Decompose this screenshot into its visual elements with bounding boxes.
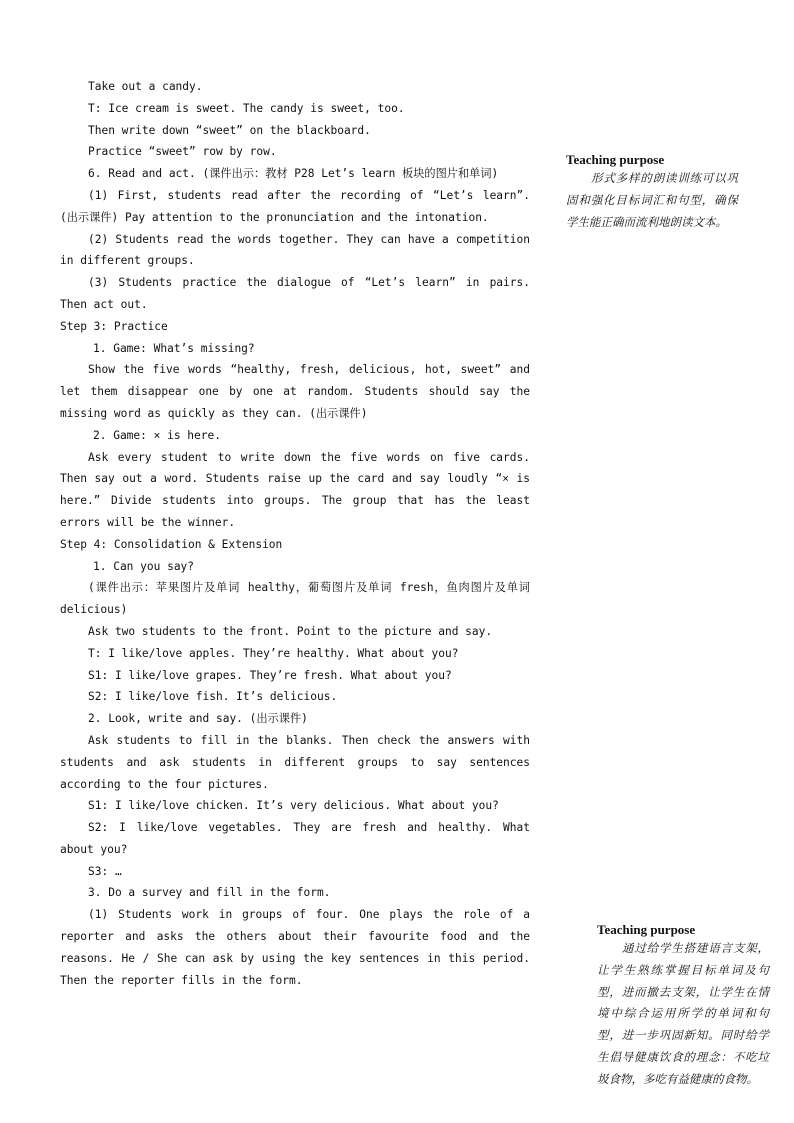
dialogue-line: S1: I like/love chicken. It’s very delicious. What about you?	[88, 799, 499, 813]
paragraph: (课件出示：苹果图片及单词 healthy，葡萄图片及单词 fresh，鱼肉图片及单词 delicious)	[60, 581, 530, 617]
note-heading: Teaching purpose	[597, 922, 696, 937]
paragraph: (2) Students read the words together. They can have a competition in different groups.	[60, 232, 530, 268]
paragraph: 6. Read and act. (课件出示：教材 P28 Let’s learn 板块的图片和单词)	[88, 167, 499, 181]
dialogue-line: S3: …	[88, 864, 122, 878]
dialogue-line: T: I like/love apples. They’re healthy. What about you?	[88, 646, 459, 660]
dialogue-line: S2: I like/love fish. It’s delicious.	[88, 690, 338, 704]
paragraph: Ask students to fill in the blanks. Then check the answers with students and ask students in different groups to say sentences according to the four pictures.	[60, 733, 530, 791]
paragraph: Practice “sweet” row by row.	[88, 145, 277, 159]
lesson-body	[60, 76, 530, 991]
teaching-purpose-note-2	[597, 922, 769, 1091]
paragraph: Ask two students to the front. Point to the picture and say.	[88, 624, 493, 638]
paragraph: Then write down “sweet” on the blackboard.	[88, 123, 371, 137]
paragraph: Show the five words “healthy, fresh, delicious, hot, sweet” and let them disappear one by one at random. Students should say the missing word as quickly as they can. (出示课件)	[60, 363, 530, 420]
paragraph: (1) First, students read after the recording of “Let’s learn”. (出示课件) Pay attention to the pronunciation and the intonation.	[60, 188, 530, 224]
paragraph: T: Ice cream is sweet. The candy is sweet, too.	[88, 101, 405, 115]
step-heading: Step 3: Practice	[60, 319, 168, 333]
activity-title: 3. Do a survey and fill in the form.	[88, 886, 331, 900]
paragraph: (3) Students practice the dialogue of “Let’s learn” in pairs. Then act out.	[60, 276, 530, 311]
note-text: 通过给学生搭建语言支架，让学生熟练掌握目标单词及句型，进而撤去支架，让学生在情境中综合运用所学的单词和句型，进一步巩固新知。同时给学生倡导健康饮食的理念：不吃垃圾食物，多吃有益健康的食物。	[597, 941, 769, 1086]
dialogue-line: S1: I like/love grapes. They’re fresh. What about you?	[88, 668, 452, 682]
activity-title: 2. Look, write and say. (出示课件)	[88, 712, 308, 726]
paragraph: Ask every student to write down the five words on five cards. Then say out a word. Students raise up the card and say loudly “× is here.” Divide students into groups. The group that has the least errors will be the winner.	[60, 450, 530, 529]
note-text: 形式多样的朗读训练可以巩固和强化目标词汇和句型，确保学生能正确而流利地朗读文本。	[566, 171, 738, 229]
step-heading: Step 4: Consolidation & Extension	[60, 537, 283, 551]
dialogue-line: S2: I like/love vegetables. They are fresh and healthy. What about you?	[60, 821, 530, 856]
activity-title: 1. Can you say?	[93, 559, 195, 573]
game-title: 2. Game: × is here.	[93, 428, 221, 442]
game-title: 1. Game: What’s missing?	[93, 341, 255, 355]
paragraph: Take out a candy.	[88, 80, 203, 93]
teaching-purpose-note-1	[566, 152, 738, 233]
paragraph: (1) Students work in groups of four. One plays the role of a reporter and asks the others about their favourite food and the reasons. He / She can ask by using the key sentences in this period. Then the reporter fills in the form.	[60, 908, 530, 987]
note-heading: Teaching purpose	[566, 152, 665, 167]
